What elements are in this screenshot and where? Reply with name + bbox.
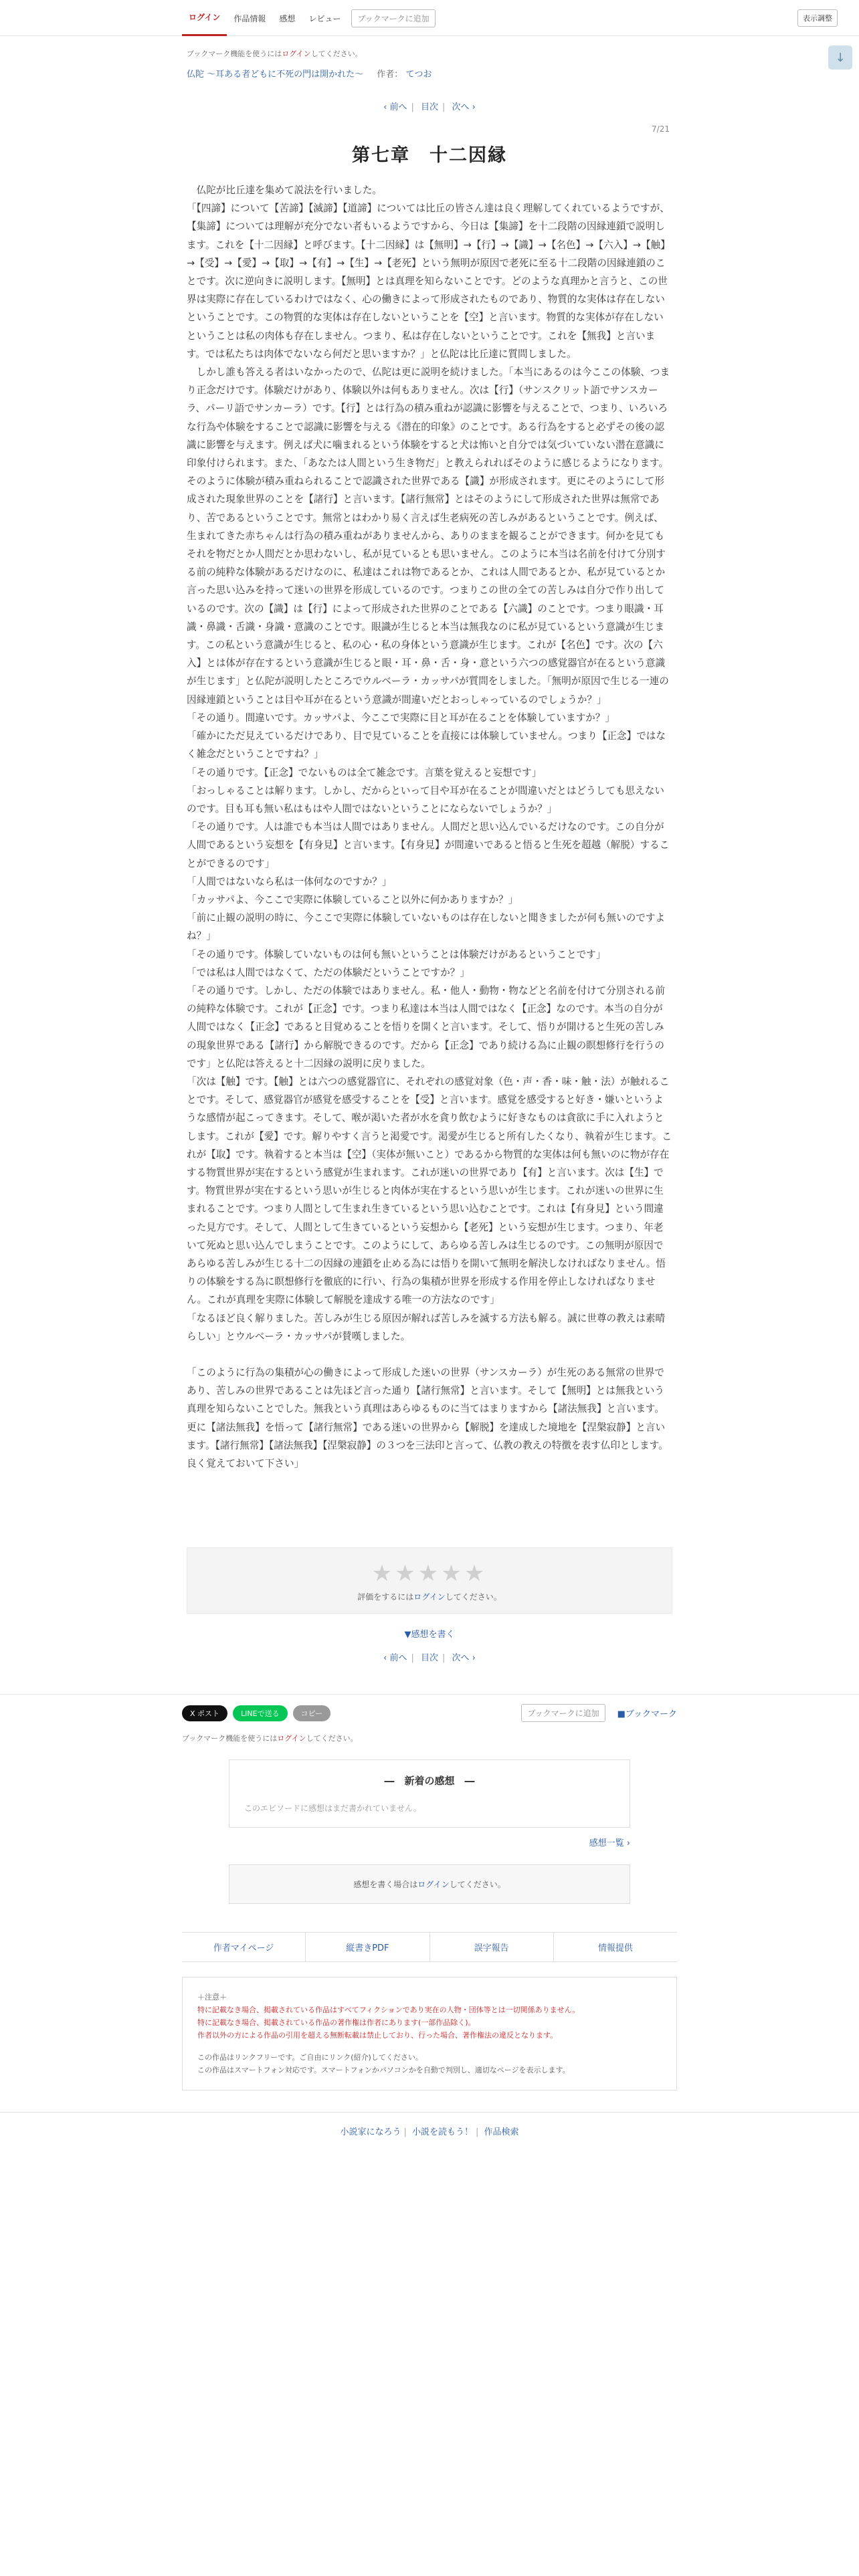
breadcrumb <box>187 67 672 80</box>
impression-list-row <box>229 1836 630 1848</box>
write-impression-toggle[interactable] <box>187 1627 672 1640</box>
caution-line: この作品はリンクフリーです。ご自由にリンク(紹介)してください。 <box>197 2053 423 2062</box>
bookmark-notice <box>187 48 672 59</box>
paragraph: 「その通りです。人は誰でも本当は人間ではありません。人間だと思い込んでいるだけなのです。この自分が人間であるという妄想を【有身見】と言います。【有身見】が間違いであると悟ると生死を超越（解脱）することができるのです」 <box>187 821 670 869</box>
login-box-text: してください。 <box>449 1880 506 1890</box>
pager-top: ‹ 前へ | 目次 | 次へ › <box>383 102 476 112</box>
next-link[interactable]: 次へ › <box>452 102 476 112</box>
bookmark-add-button[interactable]: ブックマークに追加 <box>351 9 435 27</box>
narou-link[interactable]: 小説家になろう <box>340 2127 401 2138</box>
header-info <box>187 48 672 1663</box>
bookmark-notice-bottom <box>182 1733 677 1743</box>
author-link[interactable]: てつお <box>405 70 432 80</box>
vertical-pdf-link[interactable]: 縦書きPDF <box>306 1933 430 1961</box>
scroll-down-button[interactable] <box>828 45 852 70</box>
login-box-login-link[interactable]: ログイン <box>417 1880 450 1890</box>
write-impression-label[interactable]: ▼感想を書く <box>404 1630 455 1640</box>
author-mypage-link[interactable]: 作者マイページ <box>182 1933 306 1961</box>
paragraph: 「次は【触】です。【触】とは六つの感覚器官に、それぞれの感覚対象（色・声・香・味・触・法）が触れることです。そして、感覚器官が感覚を感受することを【受】と言います。感覚を感受すると好き・嫌いというような感情が起こってきます。そして、喉が渇いた者が水を貪り飲むように好きなものは貪欲に手に入れようとします。これが【愛】です。解りやすく言うと渇愛です。渇愛が生じると所有したくなり、執着が生じます。これが【取】です。執着すると本当は【空】（実体が無いこと）であるから物質的な実体は何も無いのに物が存在する物質世界が実在するという感覚が生まれます。これが迷いの世界であり【有】と言います。次は【生】です。物質世界が実在するという思いが生じると肉体が実在するという思いが生じます。これが迷いの世界に生まれることです。つまり人間として生まれ生きているという思い込むことです。これは【有身見】という間違った見方です。そして、人間として生きているという妄想から【老死】という妄想が生じます。つまり、年老いて死ぬと思い込んでしまうことです。このようにして、あらゆる苦しみは生じるのです。この無明が原因であらゆる苦しみが生じる十二の因縁の連鎖を止める為には悟りを開いて無明を解決しなければなりません。悟りの体験をする為に瞑想修行を徹底的に行い、行為の集積が世界を形成する作用を停止しなければなりません。これが真理を実際に体験して解脱を達成する唯一の方法なのです」 <box>187 1075 672 1306</box>
login-tab[interactable]: ログイン <box>182 0 227 36</box>
rating-text: してください。 <box>445 1592 502 1602</box>
prev-link[interactable]: ‹ 前へ <box>383 1653 407 1664</box>
latest-impressions-empty: このエピソードに感想はまだ書かれていません。 <box>244 1804 421 1814</box>
arrow-down-icon: ↓ <box>835 50 846 65</box>
notice-text: してください。 <box>306 1734 358 1743</box>
toc-link[interactable]: 目次 <box>420 1653 438 1664</box>
x-post-button[interactable]: X ポスト <box>182 1705 227 1721</box>
display-settings-button[interactable]: 表示調整 <box>797 9 838 27</box>
bookmark-link[interactable] <box>617 1707 677 1719</box>
site-links: 小説家になろう | 小説を読もう！ | 作品検索 <box>0 2112 859 2149</box>
paragraph: 仏陀が比丘達を集めて説法を行いました。 <box>187 185 382 196</box>
caution-line: 特に記載なき場合、掲載されている作品の著作権は作者にあります(一部作品除く)。 <box>197 2018 476 2028</box>
paragraph: 「【四諦】について【苦諦】【滅諦】【道諦】については比丘の皆さん達は良く理解してくれているようですが、【集諦】については理解が充分でない者もいるようですから、今日は【集諦】を十二段階の因縁連鎖で説明します。これを【十二因縁】と呼びます。【十二因縁】は【無明】→【行】→【識】→【名色】→【六入】→【触】→【受】→【愛】→【取】→【有】→【生】→【老死】という無明が原因で老死に至る十二段階の因縁連鎖のことです。次に逆向きに説明します。【無明】とは真理を知らないことです。どのような真理かと言うと、この世界は実際に存在しているわけではなく、心の働きによって形成されたものであり、物質的な実体は存在しないということです。この物質的な実体は存在しないということを【空】と言います。物質的な実体が存在しないということは私の肉体も存在しません。つまり、私は存在しないということです。これを【無我】と言います。では私たちは肉体でないなら何だと思いますか？」と仏陀は比丘達に質問しました。 <box>187 203 670 360</box>
paragraph: 「前に止観の説明の時に、今ここで実際に体験していないものは存在しないと聞きましたが何も無いのですよね？」 <box>187 912 666 942</box>
bookmark-icon: ■ <box>617 1709 626 1720</box>
chapter-body <box>187 181 672 1473</box>
notice-login-link[interactable]: ログイン <box>282 49 311 58</box>
author-label: 作者： <box>377 70 403 80</box>
notice-login-link[interactable]: ログイン <box>277 1734 306 1743</box>
top-nav <box>182 0 347 36</box>
star-rating[interactable]: ★★★★★ <box>371 1560 488 1588</box>
paragraph: 「このように行為の集積が心の働きによって形成した迷いの世界（サンスカーラ）が生死のある無常の世界であり、苦しみの世界であることは先ほど言った通り【諸行無常】と言います。そして【無明】とは無我という真理を知らないことでした。無我という真理はあらゆるものに当てはまりますから【諸法無我】と言います。更に【諸法無我】を悟って【諸行無常】である迷いの世界から【解脱】を達成した境地を【涅槃寂静】と言います。【諸行無常】【諸法無我】【涅槃寂静】の３つを三法印と言って、仏教の教えの特徴を表す仏印とします。良く覚えておいて下さい」 <box>187 1367 668 1470</box>
caution-line: この作品はスマートフォン対応です。スマートフォンかパソコンかを自動で判別し、適切なページを表示します。 <box>197 2066 570 2075</box>
footer-links <box>182 1932 677 1962</box>
yomou-link[interactable]: 小説を読もう！ <box>411 2127 473 2138</box>
latest-impressions-title: ― 新着の感想 ― <box>384 1775 475 1788</box>
paragraph: 「では私は人間ではなくて、ただの体験だということですか？」 <box>187 966 470 978</box>
impression-login-box <box>229 1864 630 1904</box>
latest-impressions-box <box>229 1759 630 1828</box>
review-tab[interactable]: レビュー <box>308 13 341 23</box>
series-title-link[interactable]: 仏陀 〜耳ある者どもに不死の門は開かれた〜 <box>187 70 364 80</box>
rating-login-link[interactable]: ログイン <box>413 1592 446 1602</box>
notice-text: してください。 <box>310 49 363 58</box>
paragraph: 「確かにただ見えているだけであり、目で見ていることを直接には体験していません。つまり【正念】ではなく雑念だということですね？」 <box>187 730 666 760</box>
line-share-button[interactable]: LINEで送る <box>233 1705 288 1721</box>
caution-line: 作者以外の方による作品の引用を超える無断転載は禁止しており、行った場合、著作権法の違反となります。 <box>197 2031 558 2040</box>
info-report-link[interactable]: 情報提供 <box>597 1943 633 1954</box>
page-number: 7/21 <box>652 124 670 134</box>
paragraph: 「その通り。間違いです。カッサパよ、今ここで実際に目と耳が在ることを体験していますか？」 <box>187 712 615 724</box>
rating-note <box>187 1591 672 1602</box>
paragraph: しかし誰も答える者はいなかったので、仏陀は更に説明を続けました。「本当にあるのは今ここの体験、つまり正念だけです。体験だけがあり、体験以外は何もありません。次は【行】（サンスクリット語でサンスカーラ、パーリ語でサンカーラ）です。【行】とは行為の積み重ねが認識に影響を与えることで、つまり、いろいろな行為や体験をすることで認識に影響を与える《潜在的印象》のことです。ある行為をすると必ずその後の認識に影響を与えます。例えば犬に噛まれるという体験をすると犬は怖いと自分では気づいていない潜在意識に印象付けられます。また、「あなたは人間という生き物だ」と教えられればそのように感じるようになります。そのように体験が積み重ねられることで認識された世界である【識】が形成されます。更にそのようにして形成された現象世界のことを【諸行】と言います。【諸行無常】とはそのようにして形成された世界は無常であり、苦であるということです。無常とはわかり易く言えば生老病死の苦しみがあるということです。例えば、生まれてきた赤ちゃんは行為の積み重ねがありませんから、ありのままを観ることができます。何かを見てもそれを物だとか人間だとか思わないし、私が見ているとも思いません。このように本当は名前を付けて分別する前の純粋な体験があるだけなのに、私達はこれは物であるとか、これは人間であるとか、私が見ているとか言った思い込みを持って迷いの世界を形成しているのです。つまりこの世の全ての苦しみは自分で作り出しているのです。次の【識】は【行】によって形成された世界のことである【六識】のことです。つまり眼識・耳識・鼻識・舌識・身識・意識のことです。眼識が生じると本当は無我なのに私が見ているという意識が生じます。この私という意識が生じると、私の心・私の身体という意識が生じます。これが【名色】です。次の【六入】とは体が存在するという意識が生じると眼・耳・鼻・舌・身・意という六つの感覚器官が在るという意識が生じます」と仏陀が説明したところでウルベーラ・カッサパが質問をしました。「無明が原因で生じる一連の因縁連鎖ということは目や耳が在るという意識が間違いだとおっしゃっているのでしょうか？」 <box>187 366 670 706</box>
search-link[interactable]: 作品検索 <box>484 2127 519 2138</box>
work-info-tab[interactable]: 作品情報 <box>233 13 266 23</box>
impressions-tab[interactable]: 感想 <box>279 13 296 23</box>
bookmark-add-button-bottom[interactable]: ブックマークに追加 <box>521 1704 605 1722</box>
share-area <box>0 1694 859 1743</box>
notice-text: ブックマーク機能を使うには <box>187 49 282 58</box>
pager-bottom: ‹ 前へ | 目次 | 次へ › <box>383 1653 476 1664</box>
toc-link[interactable]: 目次 <box>420 102 438 112</box>
rating-box <box>187 1547 672 1614</box>
caution-line: 特に記載なき場合、掲載されている作品はすべてフィクションであり実在の人物・団体等とは一切関係ありません。 <box>197 2006 580 2015</box>
caution-box <box>182 1977 677 2090</box>
chapter-title: 第七章 十二因縁 <box>352 145 507 166</box>
rating-text: 評価をするには <box>357 1592 414 1602</box>
top-bar <box>0 0 859 36</box>
bookmark-label: ブックマーク <box>625 1709 677 1720</box>
next-link[interactable]: 次へ › <box>452 1653 476 1664</box>
share-row <box>182 1704 677 1722</box>
paragraph: 「その通りです。体験していないものは何も無いということは体験だけがあるということです」 <box>187 948 606 960</box>
login-box-text: 感想を書く場合は <box>353 1880 418 1890</box>
prev-link[interactable]: ‹ 前へ <box>383 102 407 112</box>
paragraph: 「その通りです。【正念】でないものは全て雑念です。言葉を覚えると妄想です」 <box>187 766 542 778</box>
paragraph: 「その通りです。しかし、ただの体験ではありません。私・他人・動物・物などと名前を付けて分別される前の純粋な体験です。これが【正念】です。つまり私達は本当は人間ではなく【正念】なのです。本当の自分が人間ではなく【正念】であると目覚めることを悟りを開くと言います。そして、悟りが開けると生死の苦しみの現象世界である【諸行】から解脱できるのです。だから【正念】であり続ける為に止観の瞑想修行を行うのです」と仏陀は答えると十二因縁の説明に戻りました。 <box>187 984 665 1069</box>
copy-button[interactable]: コピー <box>293 1705 331 1721</box>
impression-list-link[interactable]: 感想一覧 › <box>589 1838 630 1849</box>
blank-line <box>187 1346 672 1364</box>
paragraph: 「なるほど良く解りました。苦しみが生じる原因が解れば苦しみを滅する方法も解る。誠に世尊の教えは素晴らしい」とウルベーラ・カッサパが賛嘆しました。 <box>187 1312 666 1342</box>
paragraph: 「人間ではないなら私は一体何なのですか？」 <box>187 875 392 887</box>
typo-report-link[interactable]: 誤字報告 <box>430 1933 554 1961</box>
paragraph: 「カッサパよ、今ここで実際に体験していること以外に何かありますか？」 <box>187 893 518 905</box>
notice-text: ブックマーク機能を使うには <box>182 1734 278 1743</box>
caution-head: ＋注意＋ <box>197 1993 227 2002</box>
paragraph: 「おっしゃることは解ります。しかし、だからといって目や耳が在ることが間違いだとはどうしても思えないのです。目も耳も無い私はもはや人間ではないということにならないでしょうか？」 <box>187 784 664 815</box>
